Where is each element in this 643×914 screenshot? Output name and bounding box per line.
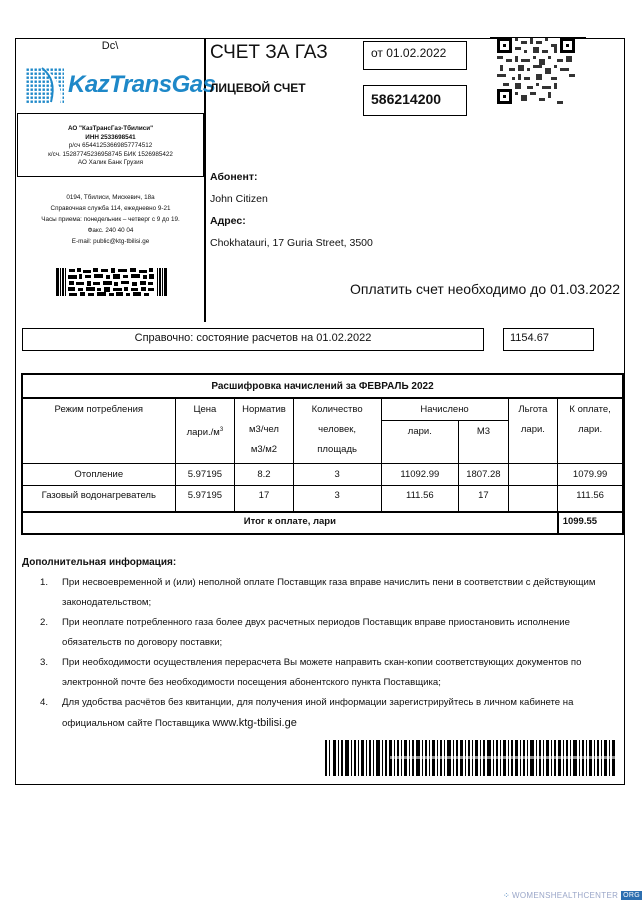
cell-price: 5.97195 <box>175 464 235 486</box>
col-price: Цена $лари./м^3$ <box>175 398 235 464</box>
contact-email: E-mail: public@ktg-tbilisi.ge <box>71 238 150 245</box>
supplier-website-link[interactable]: www.ktg-tbilisi.ge <box>212 717 297 729</box>
list-item: 2. При неоплате потребленного газа более двух расчетных периодов Поставщик вправе приостановить исполнение <box>40 617 570 628</box>
subscriber-address: Chokhatauri, 17 Guria Street, 3500 <box>210 237 373 249</box>
qr-code-icon <box>497 38 575 104</box>
col-mode: Режим потребления <box>22 398 175 464</box>
cell-mode: Отопление <box>22 464 175 486</box>
company-inn: ИНН 2533698541 <box>85 133 136 141</box>
cell-lari: 111.56 <box>381 486 459 512</box>
cell-qty: 3 <box>293 486 381 512</box>
account-label: ЛИЦЕВОЙ СЧЕТ <box>210 81 306 95</box>
bill-date: от 01.02.2022 <box>363 41 467 70</box>
contact-fax: Факс. 240 40 04 <box>87 227 134 234</box>
table-row <box>22 486 623 512</box>
col-norm: Норматив м3/чел м3/м2 <box>235 398 294 464</box>
charges-table <box>21 373 624 535</box>
watermark <box>503 891 642 900</box>
cell-benefit <box>508 486 558 512</box>
cell-pay: 111.56 <box>558 486 623 512</box>
company-bank: АО Халик Банк Грузия <box>77 159 144 167</box>
total-row <box>22 512 623 534</box>
watermark-text: WOMENSHEALTHCENTER <box>512 891 619 900</box>
contact-hours: Часы приема: понедельник – четверг с 9 до 19. <box>41 216 180 223</box>
col-qty: Количество человек, площадь <box>293 398 381 464</box>
col-to-pay: К оплате, лари. <box>558 398 623 464</box>
list-item-cont: законодательством; <box>62 597 152 608</box>
logo-wordmark: KazTransGas <box>68 70 216 98</box>
cell-pay: 1079.99 <box>558 464 623 486</box>
cell-lari: 11092.99 <box>381 464 459 486</box>
bill-title: СЧЕТ ЗА ГАЗ <box>210 42 328 63</box>
contact-helpline: Справочная служба 114, ежедневно 9-21 <box>50 205 171 212</box>
cell-benefit <box>508 464 558 486</box>
total-label: Итог к оплате, лари <box>22 512 558 534</box>
cell-mode: Газовый водонагреватель <box>22 486 175 512</box>
cell-norm: 8.2 <box>235 464 294 486</box>
document-code: Dc\ <box>101 40 119 52</box>
company-contacts <box>17 192 204 247</box>
subscriber-name: John Citizen <box>210 193 268 205</box>
total-value: 1099.55 <box>558 512 623 534</box>
charges-caption: Расшифровка начислений за ФЕВРАЛЬ 2022 <box>22 374 623 398</box>
balance-value: 1154.67 <box>503 328 594 351</box>
list-item: 1. При несвоевременной и (или) неполной оплате Поставщик газа вправе начислить пени в соответствии с действующим <box>40 577 596 588</box>
col-benefit: Льгота лари. <box>508 398 558 464</box>
info-title: Дополнительная информация: <box>22 557 177 568</box>
col-accrued: Начислено <box>381 398 508 421</box>
watermark-badge: ORG <box>623 892 641 899</box>
company-logo <box>26 62 216 107</box>
contact-address: 0194, Тбилиси, Мискевич, 18а <box>66 194 155 201</box>
list-item-cont: официальном сайте Поставщика www.ktg-tbilisi.ge <box>62 717 297 729</box>
cell-m3: 1807.28 <box>459 464 509 486</box>
table-row <box>22 464 623 486</box>
address-label: Адрес: <box>210 215 246 227</box>
cell-qty: 3 <box>293 464 381 486</box>
subscriber-label: Абонент: <box>210 171 258 183</box>
company-rs: р/сч 65441253669857774512 <box>68 142 153 150</box>
pdf417-barcode-icon <box>56 268 168 296</box>
company-ks: к/сч. 15287745236958745 БИК 1526985422 <box>48 150 173 158</box>
balance-label: Справочно: состояние расчетов на 01.02.2022 <box>22 328 484 351</box>
col-accrued-lari: лари. <box>381 421 459 464</box>
list-item-cont: электронной почте без необходимости посещения абонентского пункта Поставщика; <box>62 677 441 688</box>
cell-m3: 17 <box>459 486 509 512</box>
list-item: 3. При необходимости осуществления перерасчета Вы можете направить скан-копии соответствующих документов по <box>40 657 582 668</box>
info-list <box>40 573 620 734</box>
linear-barcode-icon <box>325 740 615 776</box>
payment-due-date: Оплатить счет необходимо до 01.03.2022 <box>350 281 621 297</box>
account-number: 586214200 <box>363 85 467 116</box>
cell-norm: 17 <box>235 486 294 512</box>
list-item-cont: обязательств по договору поставки; <box>62 637 223 648</box>
company-name: АО "КазТрансГаз-Тбилиси" <box>67 125 154 132</box>
flame-logo-icon <box>26 64 66 106</box>
company-details <box>17 113 204 177</box>
cell-price: 5.97195 <box>175 486 235 512</box>
list-item: 4. Для удобства расчётов без квитанции, для получения иной информации зарегистрируйтесь в личном кабинете на <box>40 697 574 708</box>
watermark-dots-icon: ⁘ <box>503 891 511 900</box>
col-accrued-m3: М3 <box>459 421 509 464</box>
